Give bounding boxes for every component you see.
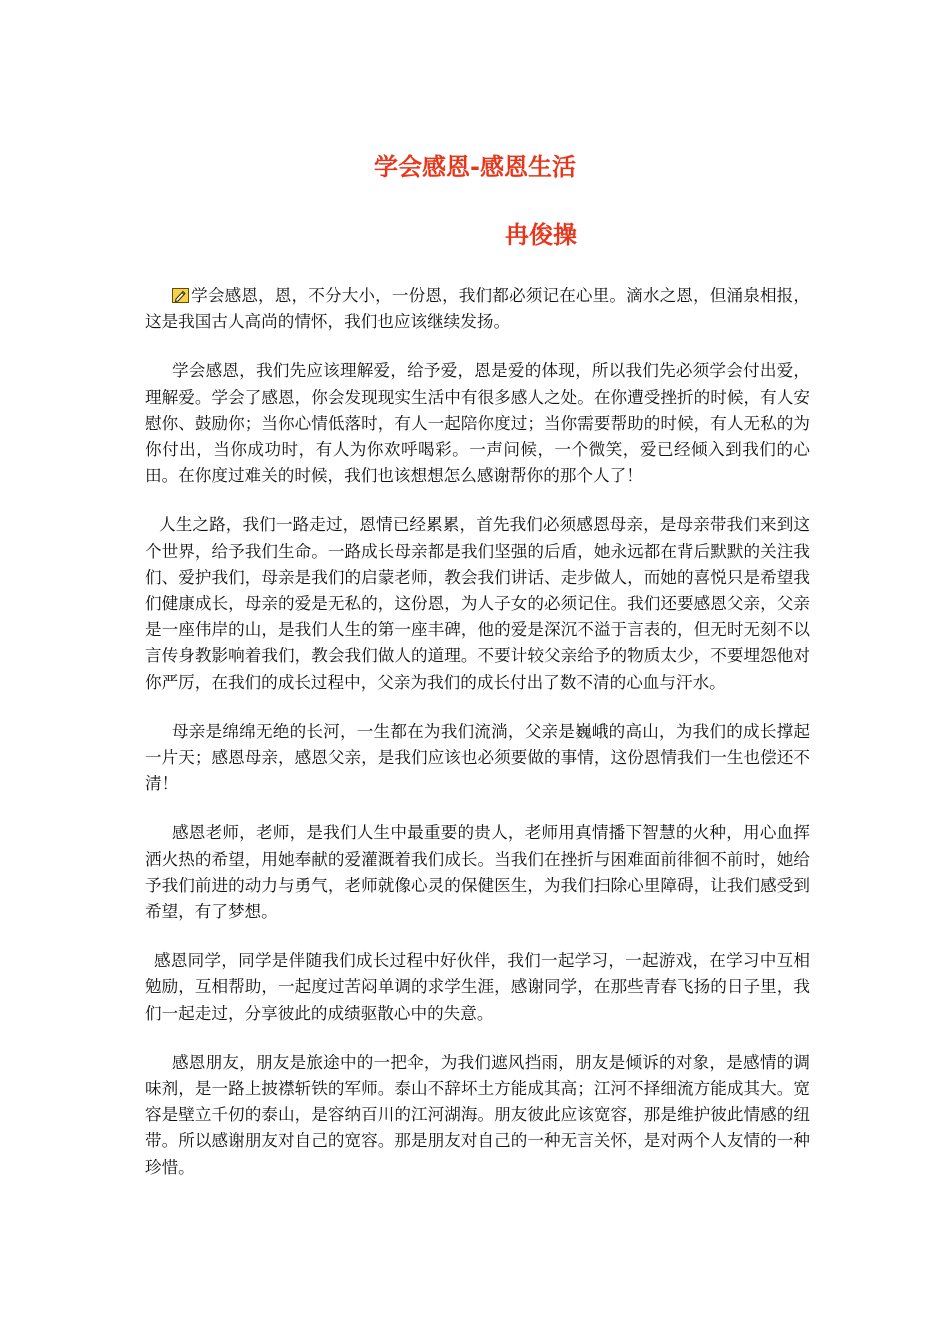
paragraph-4: 母亲是绵绵无绝的长河，一生都在为我们流淌，父亲是巍峨的高山，为我们的成长撑起一片天；感恩母亲，感恩父亲，是我们应该也必须要做的事情，这份恩情我们一生也偿还不清！ — [145, 721, 810, 794]
pencil-note-icon — [172, 288, 189, 303]
paragraph-7: 感恩朋友，朋友是旅途中的一把伞，为我们遮风挡雨，朋友是倾诉的对象，是感情的调味剂，是一路上披襟斩铁的军师。泰山不辞坏土方能成其高；江河不择细流方能成其大。宽容是壁立千仞的泰山，是容纳百川的江河湖海。朋友彼此应该宽容，那是维护彼此情感的纽带。所以感谢朋友对自己的宽容。那是朋友对自己的一种无言关怀，是对两个人友情的一种珍惜。 — [145, 1052, 810, 1177]
paragraph-1-text: 学会感恩，恩，不分大小，一份恩，我们都必须记在心里。滴水之恩，但涌泉相报，这是我国古人高尚的情怀，我们也应该继续发扬。 — [145, 286, 810, 332]
paragraph-3: 人生之路，我们一路走过，恩情已经累累，首先我们必须感恩母亲，是母亲带我们来到这个世界，给予我们生命。一路成长母亲都是我们坚强的后盾，她永远都在背后默默的关注我们、爱护我们，母亲是我们的启蒙老师，教会我们讲话、走步做人，而她的喜悦只是希望我们健康成长，母亲的爱是无私的，这份恩，为人子女的必须记住。我们还要感恩父亲，父亲是一座伟岸的山，是我们人生的第一座丰碑，他的爱是深沉不溢于言表的，但无时无刻不以言传身教影响着我们，教会我们做人的道理。不要计较父亲给予的物质太少，不要埋怨他对你严厉，在我们的成长过程中，父亲为我们的成长付出了数不清的心血与汗水。 — [145, 515, 810, 692]
paragraph-6: 感恩同学，同学是伴随我们成长过程中好伙伴，我们一起学习，一起游戏，在学习中互相勉励，互相帮助，一起度过苦闷单调的求学生涯，感谢同学，在那些青春飞扬的日子里，我们一起走过，分享彼此的成绩驱散心中的失意。 — [145, 951, 810, 1023]
paragraph-1 — [145, 283, 810, 335]
article-body — [145, 283, 810, 1204]
paragraph-5: 感恩老师，老师，是我们人生中最重要的贵人，老师用真情播下智慧的火种，用心血挥洒火热的希望，用她奉献的爱灌溉着我们成长。当我们在挫折与困难面前徘徊不前时，她给予我们前进的动力与勇气，老师就像心灵的保健医生，为我们扫除心里障碍，让我们感受到希望，有了梦想。 — [145, 823, 810, 922]
paragraph-2: 学会感恩，我们先应该理解爱，给予爱，恩是爱的体现，所以我们先必须学会付出爱，理解爱。学会了感恩，你会发现现实生活中有很多感人之处。在你遭受挫折的时候，有人安慰你、鼓励你；当你心情低落时，有人一起陪你度过；当你需要帮助的时候，有人无私的为你付出，当你成功时，有人为你欢呼喝彩。一声问候，一个微笑，爱已经倾入到我们的心田。在你度过难关的时候，我们也该想想怎么感谢帮你的那个人了！ — [145, 361, 810, 486]
author-name: 冉俊操 — [505, 221, 577, 249]
page-title: 学会感恩-感恩生活 — [374, 153, 576, 181]
